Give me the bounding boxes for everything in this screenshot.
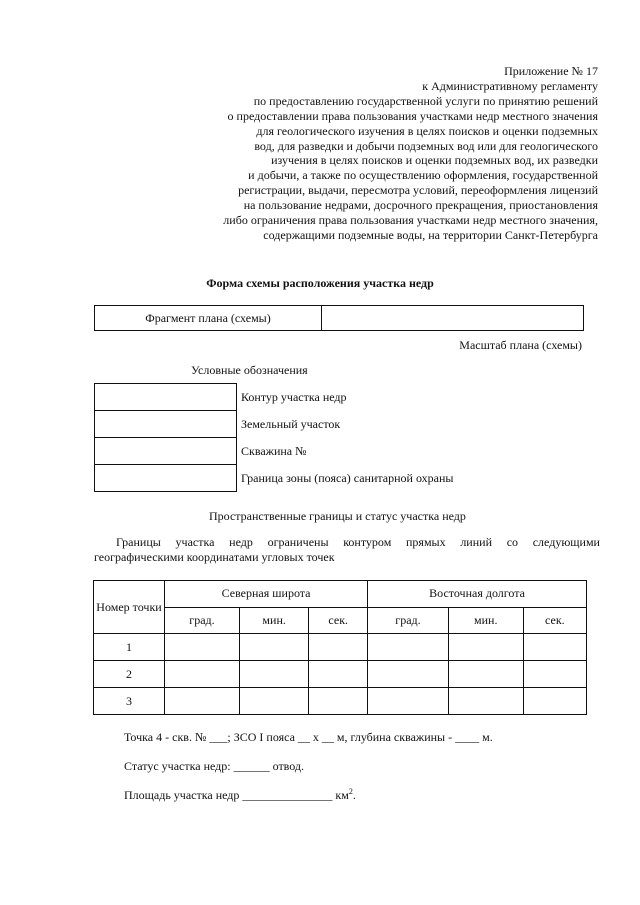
word: недр	[229, 535, 253, 549]
word: контуром	[343, 535, 392, 549]
legend-label: Скважина №	[241, 443, 307, 458]
legend-label: Земельный участок	[241, 416, 341, 431]
header-line: Приложение № 17	[504, 64, 598, 78]
point-number: 3	[94, 688, 165, 715]
coord-cell[interactable]	[309, 634, 368, 661]
min-header: мин.	[448, 607, 523, 634]
word: со	[506, 535, 519, 549]
area-line	[124, 787, 356, 803]
legend-label: Граница зоны (пояса) санитарной охраны	[241, 470, 454, 485]
coordinates-table	[93, 580, 587, 715]
sec-header: сек.	[309, 607, 368, 634]
section-subtitle: Пространственные границы и статус участка недр	[209, 509, 466, 523]
status-line: Статус участка недр: ______ отвод.	[124, 759, 305, 773]
coord-cell[interactable]	[448, 634, 523, 661]
table-row	[94, 634, 587, 661]
word: следующими	[532, 535, 600, 549]
point-number: 1	[94, 634, 165, 661]
word: прямых	[406, 535, 446, 549]
word: Границы	[116, 535, 161, 549]
legend-row	[95, 438, 454, 465]
point-number-header-text: Номер точки	[96, 600, 162, 614]
header-line: по предоставлению государственной услуги по принятию решений	[253, 93, 598, 108]
header-line: регистрации, выдачи, пересмотра условий, переоформления лицензий	[238, 183, 598, 198]
coord-cell[interactable]	[368, 634, 449, 661]
scale-label: Масштаб плана (схемы)	[459, 338, 582, 352]
deg-header: град.	[368, 607, 449, 634]
legend-symbol-box[interactable]	[95, 465, 237, 492]
fragment-field[interactable]	[322, 306, 584, 331]
legend-row	[95, 465, 454, 492]
legend-row	[95, 411, 454, 438]
header-line: к Административному регламенту	[422, 78, 598, 93]
coord-cell[interactable]	[239, 688, 308, 715]
point-number-header	[94, 581, 165, 634]
coord-cell[interactable]	[165, 688, 240, 715]
min-header: мин.	[239, 607, 308, 634]
table-row	[94, 688, 587, 715]
east-longitude-header: Восточная долгота	[368, 581, 587, 608]
coord-cell[interactable]	[165, 634, 240, 661]
appendix-header	[178, 64, 598, 243]
form-title: Форма схемы расположения участка недр	[206, 276, 434, 290]
coord-cell[interactable]	[239, 634, 308, 661]
coord-cell[interactable]	[309, 661, 368, 688]
coord-cell[interactable]	[448, 661, 523, 688]
legend-table	[94, 383, 454, 492]
header-line: о предоставлении права пользования участками недр местного значения	[227, 108, 598, 123]
point4-line: Точка 4 - скв. № ___; ЗСО I пояса __ x __ м, глубина скважины - ____ м.	[124, 730, 493, 744]
coord-cell[interactable]	[523, 688, 586, 715]
legend-label: Контур участка недр	[241, 389, 347, 404]
header-line: на пользование недрами, досрочного прекращения, приостановления	[243, 198, 598, 213]
fragment-label: Фрагмент плана (схемы)	[95, 306, 322, 331]
area-text: Площадь участка недр _______________ км	[124, 788, 349, 802]
paragraph-line-1	[94, 535, 600, 550]
legend-row	[95, 384, 454, 411]
legend-title: Условные обозначения	[191, 363, 308, 377]
coord-cell[interactable]	[239, 661, 308, 688]
boundaries-paragraph	[94, 535, 600, 564]
area-tail: .	[352, 788, 356, 802]
legend-symbol-box[interactable]	[95, 384, 237, 411]
header-line: изучения в целях поисков и оценки подземных вод, их разведки	[271, 153, 598, 168]
paragraph-line-2: географическими координатами угловых точек	[94, 549, 335, 564]
table-row	[94, 661, 587, 688]
fragment-table	[94, 305, 584, 331]
header-line: содержащими подземные воды, на территории Санкт-Петербурга	[263, 227, 598, 242]
coord-cell[interactable]	[523, 634, 586, 661]
header-line: вод, для разведки и добычи подземных вод или для геологического	[254, 138, 598, 153]
north-latitude-header: Северная широта	[165, 581, 368, 608]
word: линий	[460, 535, 492, 549]
coord-cell[interactable]	[368, 661, 449, 688]
coord-cell[interactable]	[165, 661, 240, 688]
header-line: для геологического изучения в целях поисков и оценки подземных	[256, 123, 598, 138]
area-superscript: 2	[348, 787, 353, 796]
word: участка	[175, 535, 215, 549]
sec-header: сек.	[523, 607, 586, 634]
coord-cell[interactable]	[368, 688, 449, 715]
legend-symbol-box[interactable]	[95, 438, 237, 465]
header-line: либо ограничения права пользования участками недр местного значения,	[223, 213, 598, 228]
header-line: и добычи, а также по осуществлению оформления, государственной	[248, 168, 598, 183]
point-number: 2	[94, 661, 165, 688]
coord-cell[interactable]	[309, 688, 368, 715]
coord-cell[interactable]	[448, 688, 523, 715]
word: ограничены	[267, 535, 329, 549]
legend-symbol-box[interactable]	[95, 411, 237, 438]
coord-cell[interactable]	[523, 661, 586, 688]
deg-header: град.	[165, 607, 240, 634]
